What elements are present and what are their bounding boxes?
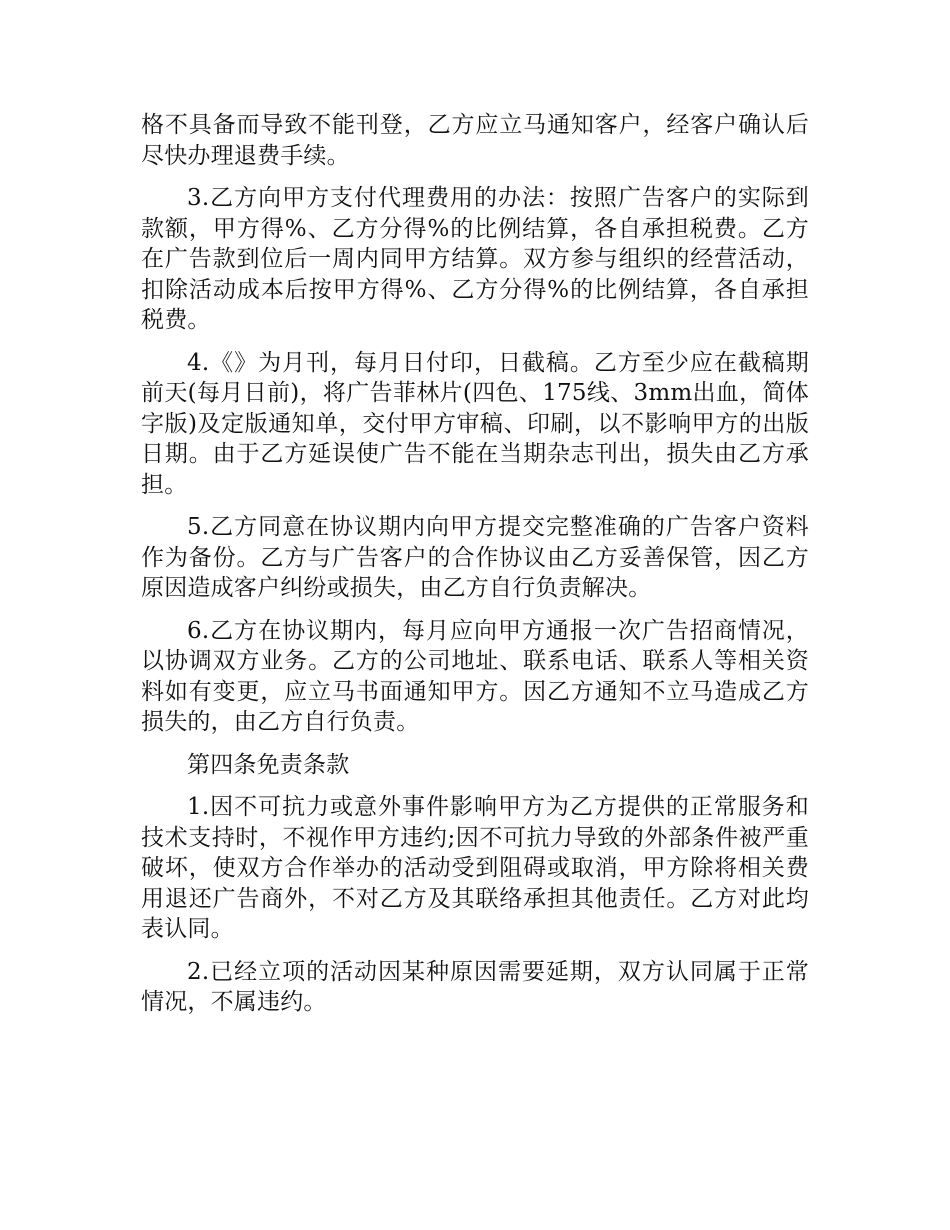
paragraph-exemption-1: 1.因不可抗力或意外事件影响甲方为乙方提供的正常服务和技术支持时，不视作甲方违约;因不可抗力导致的外部条件被严重破坏，使双方合作举办的活动受到阻碍或取消，甲方除将相关费用退还广告商外，不对乙方及其联络承担其他责任。乙方对此均表认同。 bbox=[141, 794, 809, 942]
paragraph-clause-4: 4.《》为月刊，每月日付印，日截稿。乙方至少应在截稿期前天(每月日前)，将广告菲林片(四色、175线、3mm出血，简体字版)及定版通知单，交付甲方审稿、印刷，以不影响甲方的出版日期。由于乙方延误使广告不能在当期杂志刊出，损失由乙方承担。 bbox=[141, 349, 809, 498]
paragraph-refund-continued: 格不具备而导致不能刊登，乙方应立马通知客户，经客户确认后尽快办理退费手续。 bbox=[141, 112, 809, 169]
paragraph-exemption-2: 2.已经立项的活动因某种原因需要延期，双方认同属于正常情况，不属违约。 bbox=[141, 958, 809, 1015]
paragraph-clause-6: 6.乙方在协议期内，每月应向甲方通报一次广告招商情况，以协调双方业务。乙方的公司地址、联系电话、联系人等相关资料如有变更，应立马书面通知甲方。因乙方通知不立马造成乙方损失的，由乙方自行负责。 bbox=[141, 617, 809, 735]
paragraph-clause-5: 5.乙方同意在协议期内向甲方提交完整准确的广告客户资料作为备份。乙方与广告客户的合作协议由乙方妥善保管，因乙方原因造成客户纠纷或损失，由乙方自行负责解决。 bbox=[141, 514, 809, 601]
document-body bbox=[141, 110, 809, 1030]
section-heading-article-4: 第四条免责条款 bbox=[187, 751, 350, 778]
paragraph-clause-3: 3.乙方向甲方支付代理费用的办法：按照广告客户的实际到款额，甲方得%、乙方分得%的比例结算，各自承担税费。乙方在广告款到位后一周内同甲方结算。双方参与组织的经营活动，扣除活动成本后按甲方得%、乙方分得%的比例结算，各自承担税费。 bbox=[141, 185, 809, 333]
